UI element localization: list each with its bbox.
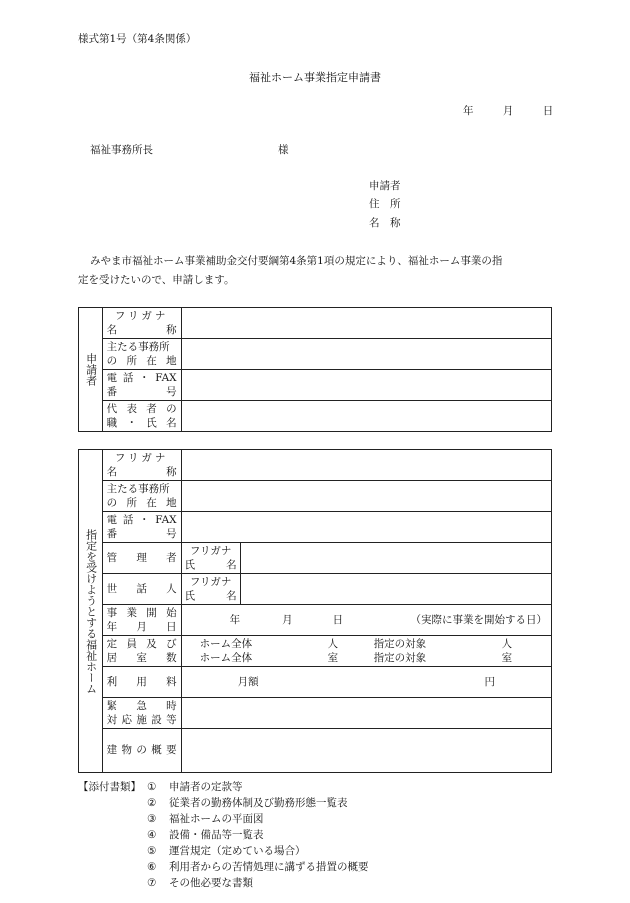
page-title: 福祉ホーム事業指定申請書 bbox=[249, 71, 381, 84]
applicant-name-field[interactable] bbox=[181, 308, 551, 339]
building-field[interactable] bbox=[181, 729, 551, 773]
capacity-target2: 指定の対象 bbox=[373, 652, 427, 664]
building-label-text: 建物の概要 bbox=[106, 744, 177, 757]
applicant-furigana-label: フリガナ bbox=[114, 309, 169, 322]
attachment-num: ③ bbox=[147, 813, 157, 825]
home-office-line2: の所在地 bbox=[106, 497, 177, 509]
start-date-line2: 年月日 bbox=[106, 621, 177, 633]
manager-sublabel bbox=[181, 543, 240, 574]
start-day: 日 bbox=[332, 613, 344, 626]
capacity-target1: 指定の対象 bbox=[373, 637, 427, 650]
start-date-field[interactable] bbox=[181, 605, 551, 636]
date-line bbox=[463, 106, 553, 117]
attachment-item bbox=[147, 862, 369, 878]
attachments-heading: 【添付書類】 bbox=[78, 781, 141, 793]
home-phone-field[interactable] bbox=[181, 512, 551, 543]
home-name-label bbox=[102, 450, 181, 481]
start-month: 月 bbox=[282, 613, 293, 626]
start-date-label bbox=[102, 605, 181, 636]
caretaker-sublabel bbox=[181, 574, 240, 605]
applicant-office-label bbox=[102, 339, 181, 370]
emergency-line1: 緊急時 bbox=[106, 699, 177, 712]
attachment-item bbox=[147, 878, 369, 894]
addressee-office: 福祉事務所長 bbox=[90, 144, 153, 156]
home-furigana-label: フリガナ bbox=[114, 451, 169, 464]
applicant-phone-label bbox=[102, 370, 181, 401]
caretaker-label bbox=[102, 574, 181, 605]
start-year: 年 bbox=[229, 613, 241, 626]
manager-furigana: フリガナ bbox=[189, 544, 232, 557]
applicant-side-label: 申請者 bbox=[79, 308, 103, 432]
attachment-item bbox=[147, 798, 369, 814]
attachment-num: ① bbox=[147, 781, 157, 793]
manager-shimei: 氏名 bbox=[184, 559, 237, 571]
home-table bbox=[78, 449, 552, 773]
attachment-num: ⑦ bbox=[147, 877, 157, 889]
capacity-line2: 居室数 bbox=[106, 652, 177, 664]
attachment-item bbox=[147, 814, 369, 830]
attachment-text: 設備・備品等一覧表 bbox=[169, 829, 264, 841]
capacity-label bbox=[102, 636, 181, 667]
applicant-label: 申請者 bbox=[369, 180, 401, 192]
caretaker-label-text: 世話人 bbox=[106, 582, 177, 595]
attachment-item bbox=[147, 782, 369, 798]
attachment-item bbox=[147, 830, 369, 846]
applicant-name-label bbox=[102, 308, 181, 339]
capacity-unit2: 室 bbox=[327, 652, 339, 664]
emergency-field[interactable] bbox=[181, 698, 551, 729]
applicant-office-field[interactable] bbox=[181, 339, 551, 370]
manager-label bbox=[102, 543, 181, 574]
fee-monthly: 月額 bbox=[237, 675, 259, 688]
start-note: （実際に事業を開始する日） bbox=[410, 613, 547, 626]
capacity-unit2b: 室 bbox=[501, 652, 513, 664]
emergency-line2: 対応施設等 bbox=[106, 714, 177, 726]
applicant-phone-line2: 番号 bbox=[106, 386, 177, 398]
applicant-address: 住 所 bbox=[369, 198, 401, 210]
capacity-whole1: ホーム全体 bbox=[199, 637, 253, 650]
capacity-line1: 定員及び bbox=[106, 637, 177, 650]
home-meisho-label: 名称 bbox=[106, 466, 177, 478]
attachment-num: ④ bbox=[147, 829, 157, 841]
body-text-line1: みやま市福祉ホーム事業補助金交付要綱第4条第1項の規定により、福祉ホーム事業の指 bbox=[90, 255, 503, 267]
applicant-table bbox=[78, 307, 552, 432]
capacity-unit1b: 人 bbox=[501, 637, 513, 650]
attachment-num: ⑥ bbox=[147, 861, 157, 873]
attachments-list bbox=[147, 782, 369, 894]
date-month: 月 bbox=[502, 105, 514, 117]
caretaker-shimei: 氏名 bbox=[184, 590, 237, 602]
fee-yen: 円 bbox=[484, 675, 495, 688]
home-phone-label bbox=[102, 512, 181, 543]
attachment-num: ② bbox=[147, 797, 157, 809]
form-number: 様式第1号（第4条関係） bbox=[78, 33, 197, 45]
attachment-text: 運営規定（定めている場合） bbox=[169, 845, 306, 857]
fee-label-text: 利用料 bbox=[106, 675, 177, 688]
caretaker-field[interactable] bbox=[240, 574, 551, 605]
attachment-text: 利用者からの苦情処理に講ずる措置の概要 bbox=[169, 861, 369, 873]
emergency-label bbox=[102, 698, 181, 729]
fee-field[interactable] bbox=[181, 667, 551, 698]
date-day: 日 bbox=[542, 105, 554, 117]
fee-label bbox=[102, 667, 181, 698]
applicant-phone-line1: 電話・FAX bbox=[106, 371, 177, 384]
home-office-field[interactable] bbox=[181, 481, 551, 512]
home-name-field[interactable] bbox=[181, 450, 551, 481]
date-year: 年 bbox=[463, 105, 474, 117]
attachment-text: 従業者の勤務体制及び勤務形態一覧表 bbox=[169, 797, 348, 809]
applicant-rep-line2: 職・氏名 bbox=[106, 417, 177, 429]
manager-label-text: 管理者 bbox=[106, 551, 177, 564]
home-side-label: 指定を受けようとする福祉ホーム bbox=[79, 450, 103, 773]
applicant-office-line1: 主たる事務所 bbox=[106, 340, 170, 353]
attachment-text: その他必要な書類 bbox=[169, 877, 253, 889]
capacity-whole2: ホーム全体 bbox=[199, 652, 253, 664]
capacity-field[interactable] bbox=[181, 636, 551, 667]
applicant-meisho-label: 名称 bbox=[106, 324, 177, 336]
home-office-label bbox=[102, 481, 181, 512]
home-office-line1: 主たる事務所 bbox=[106, 482, 170, 495]
applicant-office-line2: の所在地 bbox=[106, 355, 177, 367]
addressee-honorific: 様 bbox=[278, 144, 289, 156]
start-date-line1: 事業開始 bbox=[106, 606, 177, 619]
manager-field[interactable] bbox=[240, 543, 551, 574]
building-label bbox=[102, 729, 181, 773]
applicant-rep-field[interactable] bbox=[181, 401, 551, 432]
attachment-num: ⑤ bbox=[147, 845, 157, 857]
applicant-phone-field[interactable] bbox=[181, 370, 551, 401]
body-text-line2: 定を受けたいので、申請します。 bbox=[78, 274, 235, 286]
applicant-rep-label bbox=[102, 401, 181, 432]
home-phone-line1: 電話・FAX bbox=[106, 513, 177, 526]
attachment-text: 福祉ホームの平面図 bbox=[169, 813, 264, 825]
attachment-text: 申請者の定款等 bbox=[169, 781, 243, 793]
home-phone-line2: 番号 bbox=[106, 528, 177, 540]
applicant-rep-line1: 代表者の bbox=[106, 402, 177, 415]
capacity-unit1: 人 bbox=[327, 637, 339, 650]
caretaker-furigana: フリガナ bbox=[189, 575, 232, 588]
applicant-name: 名 称 bbox=[369, 217, 401, 229]
attachment-item bbox=[147, 846, 369, 862]
